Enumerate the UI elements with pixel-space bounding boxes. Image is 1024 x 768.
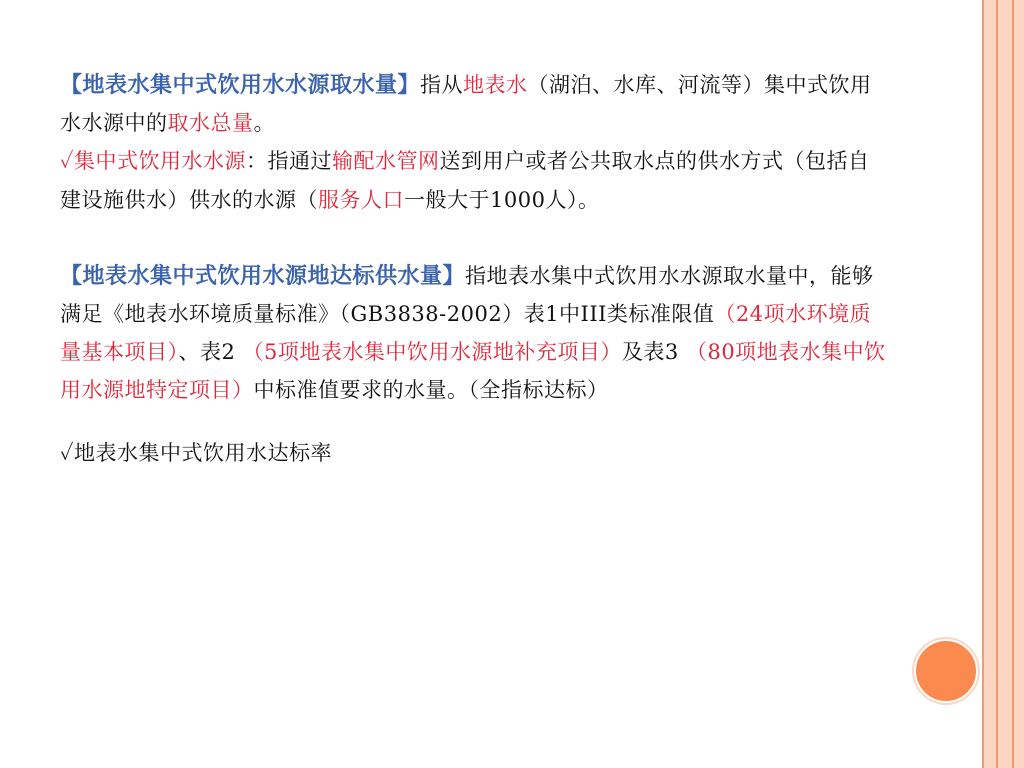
check-icon: ✓ — [60, 440, 75, 465]
highlight-text: 取水总量 — [167, 111, 254, 136]
decorative-line — [1012, 0, 1014, 768]
check-icon: ✓ — [60, 149, 75, 174]
highlight-text: （80项地表水集中饮用水源地特定项目） — [60, 340, 886, 403]
highlight-text: 输配水管网 — [332, 149, 440, 174]
definition-withdrawal: 【地表水集中式饮用水水源取水量】指从地表水（湖泊、水库、河流等）集中式饮用水水源中的取水总量。 — [60, 72, 872, 136]
decorative-line — [982, 0, 984, 768]
decorative-side-band — [982, 0, 1024, 768]
decorative-orb — [914, 639, 978, 703]
spacer — [60, 219, 890, 257]
spacer — [60, 410, 890, 434]
highlight-text: 集中式饮用水水源 — [74, 149, 247, 174]
term-heading: 【地表水集中式饮用水源地达标供水量】 — [60, 262, 466, 289]
highlight-text: 服务人口 — [318, 187, 404, 212]
decorative-line — [996, 0, 998, 768]
highlight-text: （5项地表水集中饮用水源地补充项目） — [242, 340, 622, 365]
highlight-text: （24项水环境质量基本项目） — [60, 302, 872, 365]
term-heading: 【地表水集中式饮用水水源取水量】 — [60, 72, 421, 98]
highlight-text: 地表水 — [463, 73, 528, 97]
compliance-rate-item: ✓地表水集中式饮用水达标率 — [60, 440, 333, 465]
slide-body — [60, 66, 890, 472]
definition-compliant-supply: 【地表水集中式饮用水源地达标供水量】指地表水集中式饮用水水源取水量中，能够满足《地表水环境质量标准》（GB3838-2002）表1中III类标准限值（24项水环境质量基本项目）、表2 （5项地表水集中饮用水源地补充项目）及表3 （80项地表水集中饮用水源地特定项目）中标准值要求的水量。（全指标达标） — [60, 262, 886, 403]
definition-source: ✓集中式饮用水水源：指通过输配水管网送到用户或者公共取水点的供水方式（包括自建设施供水）供水的水源（服务人口一般大于1000人）。 — [60, 149, 870, 212]
